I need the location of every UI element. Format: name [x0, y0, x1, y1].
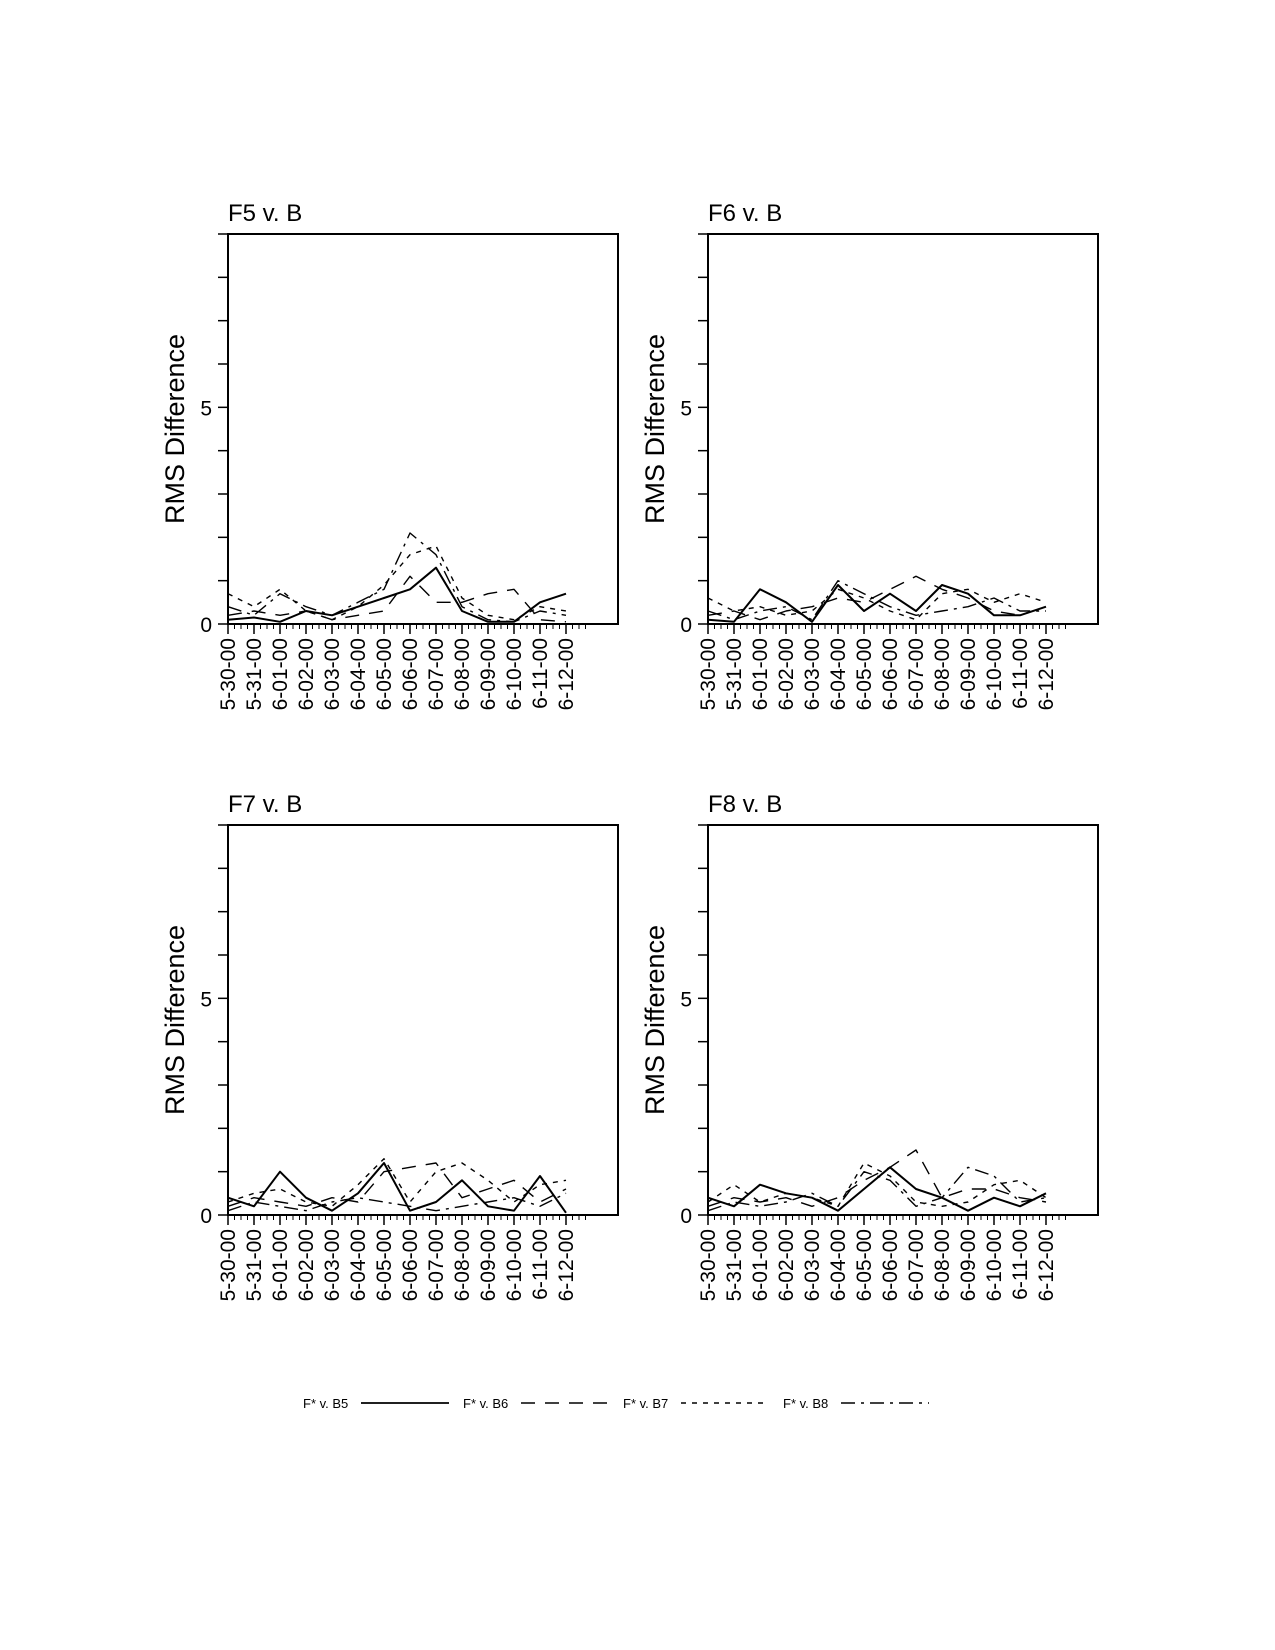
- x-tick-label: 6-10-00: [503, 638, 526, 711]
- panel-title: F5 v. B: [228, 200, 303, 227]
- legend-label: F* v. B6: [463, 1396, 509, 1411]
- x-tick-label: 6-02-00: [295, 638, 318, 711]
- x-tick-label: 6-03-00: [801, 638, 824, 711]
- series-line-f-v-b6: [228, 576, 566, 622]
- y-tick-label: 5: [680, 397, 692, 421]
- x-tick-label: 5-31-00: [723, 638, 746, 711]
- x-tick-label: 6-02-00: [775, 1229, 798, 1302]
- x-tick-label: 6-03-00: [801, 1229, 824, 1302]
- panel-title: F7 v. B: [228, 791, 303, 818]
- y-tick-label: 0: [200, 1205, 212, 1228]
- x-tick-label: 6-01-00: [749, 638, 772, 711]
- legend-label: F* v. B5: [303, 1396, 349, 1411]
- x-tick-label: 6-01-00: [269, 638, 292, 711]
- y-tick-label: 0: [680, 614, 692, 637]
- x-tick-label: 6-03-00: [321, 638, 344, 711]
- x-tick-label: 5-31-00: [243, 1229, 266, 1302]
- x-tick-label: 6-07-00: [425, 1229, 448, 1302]
- x-tick-label: 6-12-00: [1035, 1229, 1058, 1302]
- x-tick-label: 6-04-00: [347, 638, 370, 711]
- series-line-f-v-b7: [228, 546, 566, 620]
- y-axis-label: RMS Difference: [640, 333, 670, 525]
- chart-panel-3: [160, 791, 618, 1301]
- x-tick-label: 5-31-00: [243, 638, 266, 711]
- plot-frame: [228, 825, 618, 1215]
- x-tick-label: 6-07-00: [905, 1229, 928, 1302]
- x-tick-label: 6-10-00: [983, 1229, 1006, 1302]
- x-tick-label: 6-09-00: [477, 638, 500, 711]
- x-tick-label: 6-05-00: [373, 638, 396, 711]
- x-tick-label: 6-11-00: [1009, 1229, 1032, 1300]
- chart-panel-4: [640, 791, 1098, 1301]
- legend: [303, 1396, 929, 1411]
- x-tick-label: 6-09-00: [957, 1229, 980, 1302]
- x-tick-label: 6-06-00: [879, 638, 902, 711]
- y-tick-label: 0: [200, 614, 212, 637]
- legend-label: F* v. B7: [623, 1396, 669, 1411]
- x-tick-label: 6-06-00: [399, 638, 422, 711]
- y-tick-label: 5: [200, 397, 212, 421]
- x-tick-label: 6-11-00: [529, 638, 552, 709]
- chart-panel-2: [640, 200, 1098, 710]
- x-tick-label: 6-11-00: [529, 1229, 552, 1300]
- y-axis-label: RMS Difference: [160, 333, 190, 525]
- x-tick-label: 6-09-00: [477, 1229, 500, 1302]
- x-tick-label: 6-02-00: [295, 1229, 318, 1302]
- x-tick-label: 6-11-00: [1009, 638, 1032, 709]
- series-line-f-v-b8: [228, 533, 566, 622]
- x-tick-label: 6-08-00: [451, 638, 474, 711]
- legend-label: F* v. B8: [783, 1396, 829, 1411]
- x-tick-label: 5-30-00: [697, 1229, 720, 1302]
- x-tick-label: 6-10-00: [503, 1229, 526, 1302]
- y-axis-label: RMS Difference: [640, 924, 670, 1116]
- series-line-f-v-b8: [708, 581, 1046, 620]
- y-tick-label: 5: [200, 988, 212, 1012]
- x-tick-label: 6-12-00: [1035, 638, 1058, 711]
- chart-panel-1: [160, 200, 618, 710]
- x-tick-label: 5-31-00: [723, 1229, 746, 1302]
- series-line-f-v-b6: [228, 1163, 566, 1206]
- x-tick-label: 6-05-00: [853, 1229, 876, 1302]
- x-tick-label: 6-08-00: [451, 1229, 474, 1302]
- x-tick-label: 6-01-00: [749, 1229, 772, 1302]
- x-tick-label: 6-10-00: [983, 638, 1006, 711]
- x-tick-label: 6-07-00: [425, 638, 448, 711]
- x-tick-label: 6-05-00: [373, 1229, 396, 1302]
- y-tick-label: 5: [680, 988, 692, 1012]
- plot-frame: [228, 234, 618, 624]
- x-tick-label: 6-01-00: [269, 1229, 292, 1302]
- x-tick-label: 6-09-00: [957, 638, 980, 711]
- series-line-f-v-b7: [228, 1159, 566, 1207]
- x-tick-label: 6-03-00: [321, 1229, 344, 1302]
- x-tick-label: 6-12-00: [555, 1229, 578, 1302]
- x-tick-label: 5-30-00: [697, 638, 720, 711]
- x-tick-label: 5-30-00: [217, 1229, 240, 1302]
- panel-title: F8 v. B: [708, 791, 783, 818]
- series-line-f-v-b5: [228, 1163, 566, 1213]
- y-axis-label: RMS Difference: [160, 924, 190, 1116]
- x-tick-label: 6-05-00: [853, 638, 876, 711]
- series-line-f-v-b5: [708, 585, 1046, 622]
- panel-title: F6 v. B: [708, 200, 783, 227]
- x-tick-label: 6-12-00: [555, 638, 578, 711]
- x-tick-label: 6-04-00: [827, 638, 850, 711]
- x-tick-label: 6-06-00: [879, 1229, 902, 1302]
- x-tick-label: 6-02-00: [775, 638, 798, 711]
- x-tick-label: 6-08-00: [931, 1229, 954, 1302]
- plot-frame: [708, 825, 1098, 1215]
- y-tick-label: 0: [680, 1205, 692, 1228]
- x-tick-label: 6-04-00: [347, 1229, 370, 1302]
- x-tick-label: 5-30-00: [217, 638, 240, 711]
- x-tick-label: 6-06-00: [399, 1229, 422, 1302]
- x-tick-label: 6-07-00: [905, 638, 928, 711]
- x-tick-label: 6-04-00: [827, 1229, 850, 1302]
- plot-frame: [708, 234, 1098, 624]
- x-tick-label: 6-08-00: [931, 638, 954, 711]
